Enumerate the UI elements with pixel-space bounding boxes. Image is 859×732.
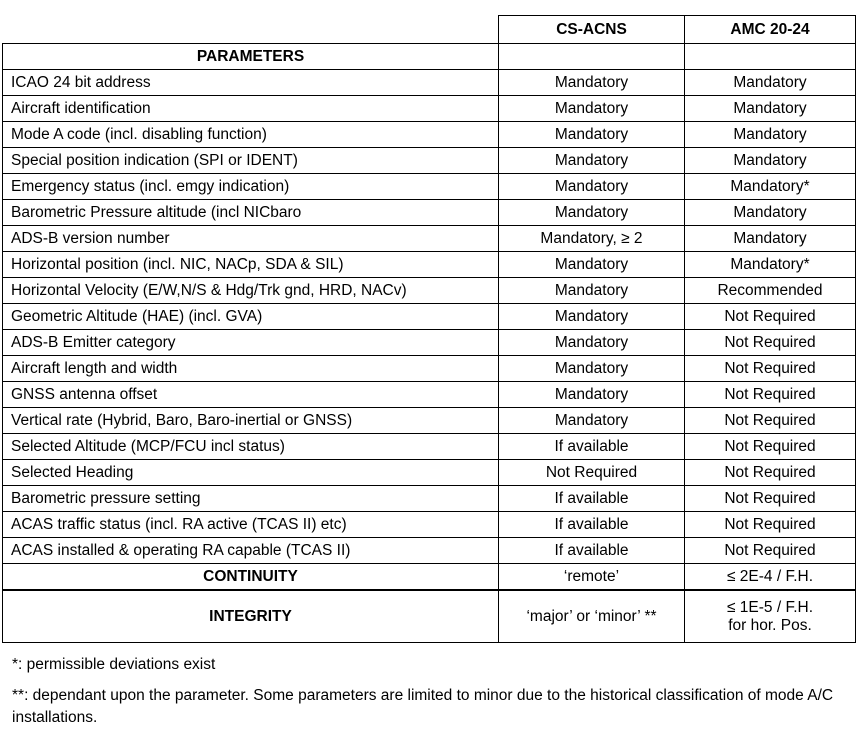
- table-row: [3, 486, 856, 512]
- integrity-amc-line-1: ≤ 1E-5 / F.H.: [726, 598, 814, 616]
- table-row: [3, 200, 856, 226]
- table-row: [3, 356, 856, 382]
- cs-acns-value: Mandatory: [499, 200, 685, 226]
- amc-20-24-value: Recommended: [685, 278, 856, 304]
- table-row: [3, 96, 856, 122]
- cs-acns-value: If available: [499, 486, 685, 512]
- parameter-name: Special position indication (SPI or IDENT): [3, 148, 499, 174]
- parameter-name: Selected Altitude (MCP/FCU incl status): [3, 434, 499, 460]
- column-header-cs-acns: CS-ACNS: [499, 16, 685, 44]
- table-row: [3, 252, 856, 278]
- parameter-name: GNSS antenna offset: [3, 382, 499, 408]
- parameter-name: ACAS traffic status (incl. RA active (TCAS II) etc): [3, 512, 499, 538]
- table-row: [3, 174, 856, 200]
- integrity-amc-line-2: for hor. Pos.: [728, 616, 812, 634]
- table-row: [3, 278, 856, 304]
- header-empty-cell: [3, 16, 499, 44]
- footnotes: [12, 654, 842, 729]
- amc-20-24-value: Mandatory: [685, 122, 856, 148]
- footnote-double-asterisk: **: dependant upon the parameter. Some parameters are limited to minor due to the historical classification of mode A/C installations.: [12, 687, 834, 726]
- cs-acns-value: Mandatory: [499, 70, 685, 96]
- table-row: [3, 226, 856, 252]
- amc-20-24-value: Mandatory*: [685, 174, 856, 200]
- parameter-name: Mode A code (incl. disabling function): [3, 122, 499, 148]
- amc-20-24-value: Mandatory: [685, 148, 856, 174]
- cs-acns-value: If available: [499, 512, 685, 538]
- section-header-parameters: PARAMETERS: [3, 44, 499, 70]
- table-row: [3, 512, 856, 538]
- parameter-name: Aircraft identification: [3, 96, 499, 122]
- section-header-empty-cell: [499, 44, 685, 70]
- table-row: [3, 382, 856, 408]
- integrity-row: [3, 590, 856, 643]
- cs-acns-value: Mandatory: [499, 330, 685, 356]
- table-row: [3, 148, 856, 174]
- cs-acns-value: Mandatory: [499, 252, 685, 278]
- amc-20-24-value: Mandatory*: [685, 252, 856, 278]
- amc-20-24-value: Not Required: [685, 486, 856, 512]
- amc-20-24-value: Mandatory: [685, 200, 856, 226]
- amc-20-24-value: Mandatory: [685, 70, 856, 96]
- amc-20-24-value: Not Required: [685, 304, 856, 330]
- parameter-name: Barometric Pressure altitude (incl NICbaro: [3, 200, 499, 226]
- cs-acns-value: Mandatory: [499, 122, 685, 148]
- parameter-name: Aircraft length and width: [3, 356, 499, 382]
- amc-20-24-value: Not Required: [685, 512, 856, 538]
- table-row: [3, 460, 856, 486]
- column-header-amc-20-24: AMC 20-24: [685, 16, 856, 44]
- parameter-name: Geometric Altitude (HAE) (incl. GVA): [3, 304, 499, 330]
- table-row: [3, 330, 856, 356]
- cs-acns-value: If available: [499, 538, 685, 564]
- parameter-name: ADS-B version number: [3, 226, 499, 252]
- cs-acns-value: Mandatory: [499, 174, 685, 200]
- cs-acns-value: Mandatory, ≥ 2: [499, 226, 685, 252]
- integrity-cs-acns-value: ‘major’ or ‘minor’ **: [499, 590, 685, 643]
- continuity-cs-acns-value: ‘remote’: [499, 564, 685, 591]
- parameter-name: Vertical rate (Hybrid, Baro, Baro-inertial or GNSS): [3, 408, 499, 434]
- amc-20-24-value: Not Required: [685, 538, 856, 564]
- parameter-name: Barometric pressure setting: [3, 486, 499, 512]
- cs-acns-value: Mandatory: [499, 356, 685, 382]
- table-row: [3, 304, 856, 330]
- parameter-name: ICAO 24 bit address: [3, 70, 499, 96]
- parameter-name: Horizontal position (incl. NIC, NACp, SDA & SIL): [3, 252, 499, 278]
- requirements-table: [2, 15, 856, 643]
- cs-acns-value: Mandatory: [499, 382, 685, 408]
- cs-acns-value: Mandatory: [499, 408, 685, 434]
- section-header-empty-cell: [685, 44, 856, 70]
- continuity-row: [3, 564, 856, 591]
- integrity-amc-20-24-value: [685, 590, 856, 643]
- table-row: [3, 434, 856, 460]
- requirements-table-body: [3, 16, 856, 643]
- cs-acns-value: Mandatory: [499, 278, 685, 304]
- cs-acns-value: Not Required: [499, 460, 685, 486]
- table-header-row: [3, 16, 856, 44]
- amc-20-24-value: Not Required: [685, 330, 856, 356]
- amc-20-24-value: Mandatory: [685, 226, 856, 252]
- cs-acns-value: Mandatory: [499, 148, 685, 174]
- amc-20-24-value: Not Required: [685, 382, 856, 408]
- parameter-name: ADS-B Emitter category: [3, 330, 499, 356]
- cs-acns-value: If available: [499, 434, 685, 460]
- parameter-name: Selected Heading: [3, 460, 499, 486]
- amc-20-24-value: Not Required: [685, 356, 856, 382]
- parameter-name: Horizontal Velocity (E/W,N/S & Hdg/Trk gnd, HRD, NACv): [3, 278, 499, 304]
- amc-20-24-value: Not Required: [685, 434, 856, 460]
- parameter-name: Emergency status (incl. emgy indication): [3, 174, 499, 200]
- cs-acns-value: Mandatory: [499, 304, 685, 330]
- amc-20-24-value: Not Required: [685, 408, 856, 434]
- amc-20-24-value: Mandatory: [685, 96, 856, 122]
- table-row: [3, 538, 856, 564]
- cs-acns-value: Mandatory: [499, 96, 685, 122]
- integrity-label: INTEGRITY: [3, 590, 499, 643]
- table-row: [3, 122, 856, 148]
- section-header-row: [3, 44, 856, 70]
- table-row: [3, 408, 856, 434]
- footnote-asterisk: *: permissible deviations exist: [12, 656, 216, 673]
- continuity-amc-20-24-value: ≤ 2E-4 / F.H.: [685, 564, 856, 591]
- table-row: [3, 70, 856, 96]
- continuity-label: CONTINUITY: [3, 564, 499, 591]
- amc-20-24-value: Not Required: [685, 460, 856, 486]
- parameter-name: ACAS installed & operating RA capable (TCAS II): [3, 538, 499, 564]
